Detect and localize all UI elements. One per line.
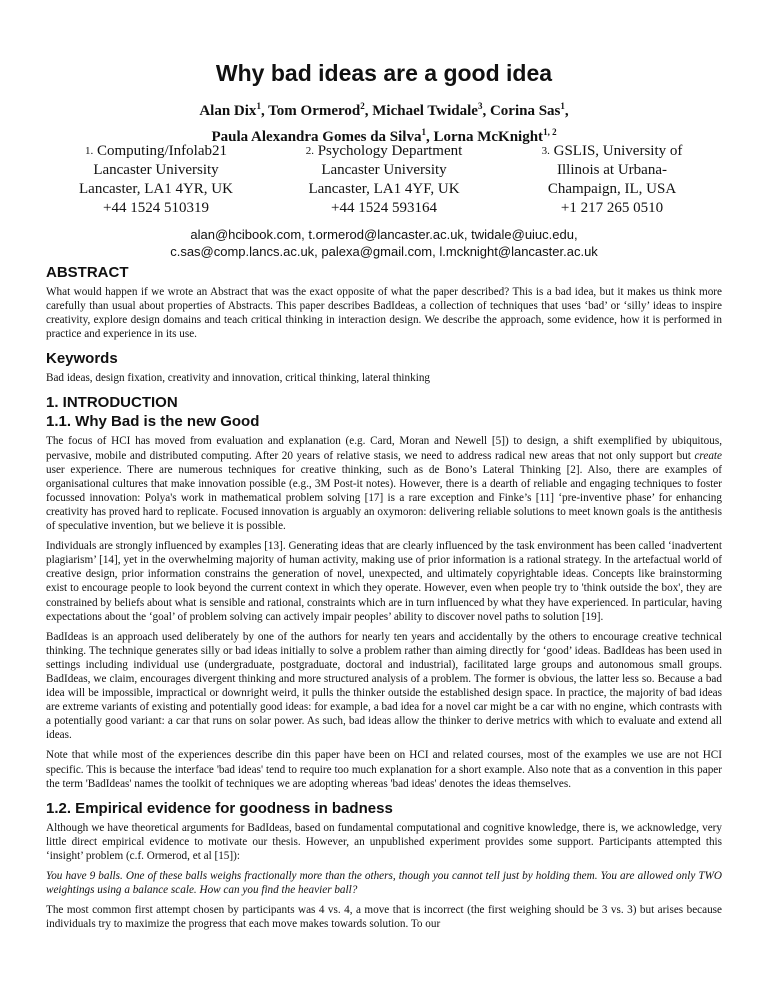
- abstract-section: [46, 264, 722, 341]
- author-name: Lorna McKnight: [433, 129, 544, 145]
- paragraph: The most common first attempt chosen by participants was 4 vs. 4, a move that is incorrect (the first weighing should be 3 vs. 3) but arises because individuals try to maximize the progress that each move makes towards solution. To our: [46, 904, 722, 931]
- affiliation-line: Lancaster University: [93, 162, 219, 178]
- affiliation-line: Lancaster University: [321, 162, 447, 178]
- problem-statement: You have 9 balls. One of these balls weighs fractionally more than the others, though you cannot tell just by holding them. You are allowed only TWO weightings using a balance scale. How can you find the heavier ball?: [46, 870, 722, 897]
- keywords-section: [46, 350, 722, 385]
- paragraph: Note that while most of the experiences describe din this paper have been on HCI and related courses, most of the examples we use are not HCI specific. This is because the interface 'bad ideas' tend to require too much explanation for a short example. Also note that as a convention in this paper the term 'BadIdeas' names the toolkit of techniques we are adopting whereas 'bad ideas' denotes the ideas themselves.: [46, 749, 722, 790]
- affiliation-3: [502, 142, 722, 218]
- subsection-heading-1-2: 1.2. Empirical evidence for goodness in badness: [46, 799, 393, 817]
- author-affil-mark: 1: [421, 127, 426, 137]
- affiliation-line: +44 1524 510319: [103, 200, 209, 216]
- abstract-heading: ABSTRACT: [46, 264, 129, 281]
- author-name: Michael Twidale: [372, 103, 478, 119]
- affiliation-line: Computing/Infolab21: [97, 143, 227, 159]
- author-line-1: Alan Dix$^1$, Tom Ormerod$^2$, Michael Twidale$^3$, Corina Sas$^1$,: [199, 101, 569, 119]
- author-name: Corina Sas: [489, 103, 561, 119]
- paragraph-text: user experience. There are numerous techniques for creative thinking, such as de Bono’s Lateral Thinking [2]. Also, there are examples of organisational cultures that make innovation possible (e.g., 3M Post-it notes). However, there is a dearth of reliable and engaging techniques to foster focussed innovation: Polya's work in mathematical problem solving [17] is a rare exception and Finke’s [11] ‘pre-inventive phase’ for enhancing creativity has proved hard to replicate. Focused innovation is arguably an oxymoron: delivering reliable solutions to meet known goals is the antithesis of speculative invention, but we believe it is possible.: [46, 463, 722, 533]
- subsection-heading-1-1: 1.1. Why Bad is the new Good: [46, 413, 260, 431]
- author-name: Tom Ormerod: [268, 103, 361, 119]
- introduction-section: [46, 394, 722, 931]
- paper-title: Why bad ideas are a good idea: [215, 60, 553, 86]
- affiliation-line: Lancaster, LA1 4YF, UK: [308, 181, 460, 197]
- email-line-1: alan@hcibook.com, t.ormerod@lancaster.ac.uk, twidale@uiuc.edu,: [190, 227, 578, 242]
- author-line-2: Paula Alexandra Gomes da Silva$^1$, Lorna McKnight$^{1, 2}$: [211, 127, 557, 145]
- paragraph: Although we have theoretical arguments for BadIdeas, based on fundamental computational and cognitive knowledge, there is, we acknowledge, very little direct empirical evidence to motivate our thesis. However, an unpublished experiment provides some support. Participants attempted this ‘insight’ problem (c.f. Ormerod, et al [15]):: [46, 821, 722, 862]
- affiliation-number: 3.: [541, 145, 550, 157]
- author-name: Alan Dix: [199, 103, 257, 119]
- affiliation-line: GSLIS, University of: [553, 143, 683, 159]
- affiliation-1: [46, 142, 266, 218]
- author-name: Paula Alexandra Gomes da Silva: [211, 129, 422, 145]
- affiliations: [46, 142, 722, 218]
- affiliation-line: Psychology Department: [317, 143, 463, 159]
- abstract-text: What would happen if we wrote an Abstract that was the exact opposite of what the paper described? This is a bad idea, but it makes us think more carefully than usual about properties of Abstracts. This paper describes BadIdeas, a collection of techniques that uses ‘bad’ or ‘silly’ ideas to inspire creativity, explore design domains and teach critical thinking in interaction design. We describe the approach, some evidence, how it is performed in practice and experience in its use.: [46, 286, 722, 341]
- introduction-heading: 1. INTRODUCTION: [46, 394, 178, 412]
- author-affil-mark: 1: [256, 101, 261, 111]
- author-affil-mark: 1, 2: [543, 127, 557, 137]
- affiliation-line: Champaign, IL, USA: [547, 181, 677, 197]
- affiliation-2: [274, 142, 494, 218]
- author-affil-mark: 1: [560, 101, 565, 111]
- paragraph: Individuals are strongly influenced by examples [13]. Generating ideas that are clearly influenced by the task environment has been called ‘inadvertent plagiarism’ [14], yet in the overwhelming majority of human activity, making use of prior information is a rational strategy. In the artefactual world of creative design, prior information constrains the generation of novel, unexpected, and ultimately copyrightable ideas. Concepts like brainstorming exist to encourage people to look beyond the current context in which they operate. However, even when people try to 'think outside the box', they are constrained by beliefs about what is sensible and rational, constraints which are in turn influenced by what they have experienced. In particular, having expectations about the ‘goal’ of problem solving can actively impair peoples’ ability to discover novel paths to solution [19].: [46, 540, 722, 623]
- emphasis-text: create: [694, 449, 722, 462]
- affiliation-line: +1 217 265 0510: [560, 200, 664, 216]
- author-list: [0, 96, 768, 148]
- affiliation-line: Lancaster, LA1 4YR, UK: [79, 181, 233, 197]
- paragraph-text: The focus of HCI has moved from evaluation and explanation (e.g. Card, Moran and Newell [5]) to design, a shift exemplified by ubiquitous, pervasive, mobile and distributed computing. After 20 years of relative stasis, we need to address radical new areas that not only support but: [46, 435, 722, 462]
- author-emails: [0, 226, 768, 260]
- affiliation-number: 2.: [305, 145, 314, 157]
- affiliation-line: +44 1524 593164: [331, 200, 437, 216]
- paragraph: BadIdeas is an approach used deliberately by one of the authors for nearly ten years and accidentally by the others to encourage creative technical thinking. The technique generates silly or bad ideas initially to solve a problem rather than aiming directly for ‘good’ ideas. BadIdeas has been used in settings including individual use (undergraduate, postgraduate, doctoral and industrial), facilitated large groups and autonomous small groups. BadIdeas, we claim, encourages divergent thinking and more structured analysis of a problem. The former is obvious, the latter less so. Because a bad idea will be impossible, impractical or downright weird, it pulls the thinker outside the established design space. In practice, the majority of bad ideas are extreme variants of existing and potentially good ideas: for example, a bad idea for a novel car might be a car with no engine, which contrasts with a potentially good variant: a car that runs on solar power. As such, bad ideas allow the thinker to derive metrics with which to evaluate and extend all ideas.: [46, 630, 722, 742]
- author-affil-mark: 3: [477, 101, 483, 111]
- author-affil-mark: 2: [360, 101, 365, 111]
- keywords-heading: Keywords: [46, 350, 118, 368]
- affiliation-number: 1.: [85, 145, 94, 157]
- email-line-2: c.sas@comp.lancs.ac.uk, palexa@gmail.com, l.mcknight@lancaster.ac.uk: [170, 244, 598, 259]
- paragraph: [46, 434, 722, 533]
- keywords-text: Bad ideas, design fixation, creativity and innovation, critical thinking, lateral thinking: [46, 372, 431, 385]
- affiliation-line: Illinois at Urbana-: [557, 162, 667, 178]
- paper-body: [46, 264, 722, 937]
